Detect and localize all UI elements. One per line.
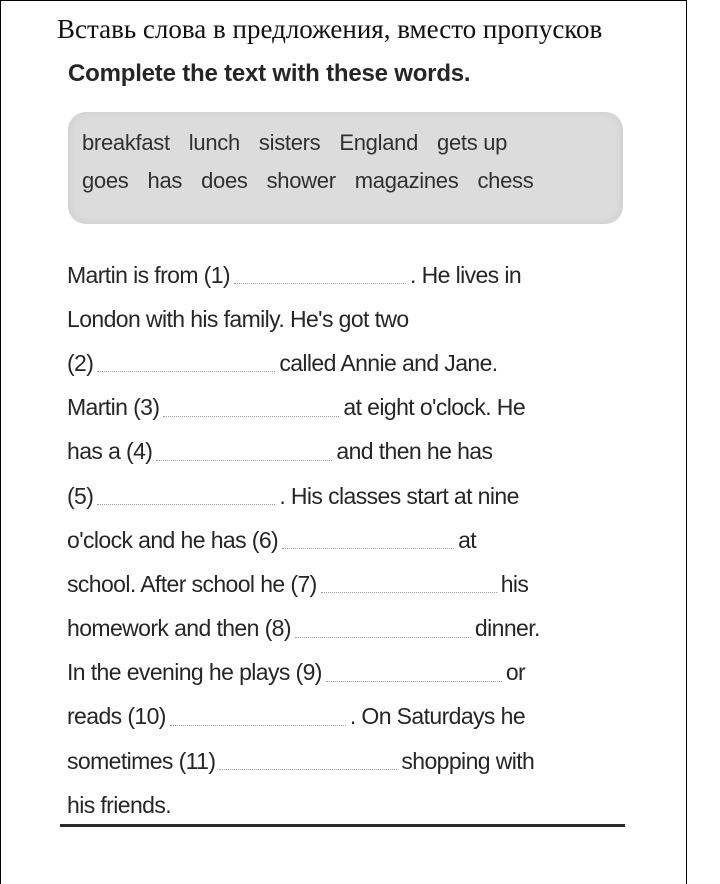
text-line-2 — [67, 297, 637, 341]
word-item: goes — [82, 168, 129, 193]
text-line-6 — [67, 474, 637, 518]
frame-top-border — [0, 0, 686, 1]
text-segment: London with his family. He's got two — [67, 305, 409, 332]
text-segment: sometimes (11) — [67, 747, 216, 774]
word-row-2 — [82, 168, 552, 194]
instruction-text: Вставь слова в предложения, вместо пропусков — [57, 14, 603, 44]
text-segment: at — [458, 526, 477, 553]
text-segment: and then he has — [336, 438, 493, 465]
text-segment: . On Saturdays he — [349, 703, 526, 730]
text-segment: his friends. — [67, 791, 172, 818]
text-segment: In the evening he plays (9) — [67, 659, 322, 686]
text-line-8 — [67, 562, 637, 606]
word-item: sisters — [258, 130, 321, 155]
blank-11 — [219, 768, 397, 770]
text-segment: his — [500, 570, 529, 597]
word-item: magazines — [354, 168, 459, 193]
word-row-1 — [82, 130, 526, 156]
text-segment: . He lives in — [410, 261, 522, 288]
blank-10 — [170, 724, 346, 726]
word-item: lunch — [188, 130, 240, 155]
word-item: breakfast — [82, 130, 170, 155]
word-item: chess — [477, 168, 534, 193]
text-line-5 — [67, 430, 637, 474]
frame-left-border — [0, 0, 1, 884]
bottom-rule — [60, 824, 625, 827]
text-segment: o'clock and he has (6) — [67, 526, 279, 553]
word-item: does — [201, 168, 248, 193]
word-item: has — [147, 168, 183, 193]
text-segment: or — [505, 659, 526, 686]
blank-4 — [156, 459, 332, 461]
word-item: England — [339, 130, 419, 155]
blank-3 — [163, 415, 339, 417]
text-line-13 — [67, 783, 637, 827]
text-segment: . His classes start at nine — [279, 482, 519, 509]
text-line-1 — [67, 253, 637, 297]
text-segment: homework and then (8) — [67, 615, 291, 642]
exercise-title: Complete the text with these words. — [68, 60, 471, 87]
text-segment: Martin is from (1) — [67, 261, 230, 288]
exercise-text — [67, 253, 637, 827]
blank-2 — [97, 370, 275, 372]
text-segment: dinner. — [474, 615, 540, 642]
text-segment: reads (10) — [67, 703, 166, 730]
text-segment: (5) — [67, 482, 94, 509]
text-segment: Martin (3) — [67, 394, 160, 421]
text-line-4 — [67, 386, 637, 430]
text-segment: school. After school he (7) — [67, 570, 317, 597]
blank-6 — [282, 547, 454, 549]
frame-right-border — [686, 0, 687, 884]
text-line-10 — [67, 651, 637, 695]
text-segment: at eight o'clock. He — [343, 394, 526, 421]
text-segment: (2) — [67, 349, 94, 376]
blank-5 — [97, 503, 275, 505]
text-line-7 — [67, 518, 637, 562]
text-segment: has a (4) — [67, 438, 153, 465]
text-segment: called Annie and Jane. — [279, 349, 498, 376]
text-line-9 — [67, 607, 637, 651]
blank-7 — [321, 591, 497, 593]
word-item: shower — [266, 168, 336, 193]
word-item: gets up — [437, 130, 508, 155]
word-box — [68, 112, 623, 224]
text-line-3 — [67, 341, 637, 385]
blank-8 — [295, 636, 471, 638]
blank-9 — [326, 680, 502, 682]
text-segment: shopping with — [401, 747, 535, 774]
text-line-12 — [67, 739, 637, 783]
text-line-11 — [67, 695, 637, 739]
blank-1 — [234, 282, 406, 284]
